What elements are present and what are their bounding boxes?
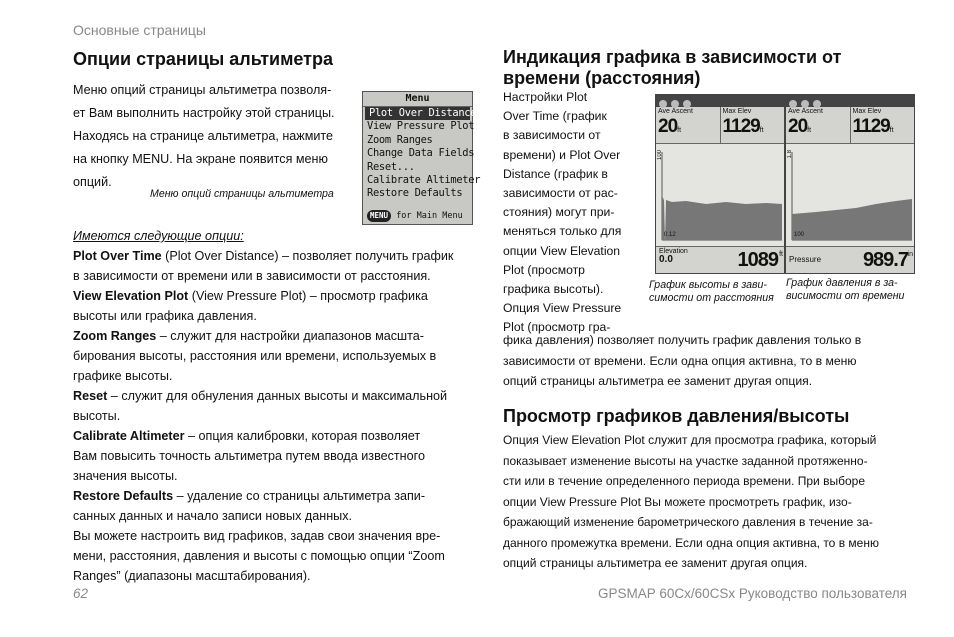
intro-line: опций. [73,175,112,189]
menu-footer-text: for Main Menu [396,211,463,221]
option-view-elevation-plot: View Elevation Plot (View Pressure Plot) – просмотр графика высоты или графика давления. [73,289,428,323]
pressure-section-title: Просмотр графиков давления/высоты [503,406,850,426]
option-zoom-ranges: Zoom Ranges – служит для настройки диапазонов масшта- бирования высоты, расстояния или времени, используемых в графике высоты. [73,329,437,383]
option-reset: Reset – служит для обнуления данных высоты и максимальной высоты. [73,389,448,423]
pressure-graph-screen [785,94,915,274]
option-calibrate-altimeter: Calibrate Altimeter – опция калибровки, которая позволяет Вам повысить точность альтиметра путем ввода известного значения высоты. [73,429,425,483]
menu-item-plot-over-distance: Plot Over Distance [365,107,470,120]
closing-text: Вы можете настроить вид графиков, задав свои значения вре- мени, расстояния, давления и высоты с помощью опции “Zoom Ranges” (диапазоны масштабирования). [73,529,445,583]
full-text: фика давления) позволяет получить график давления только в зависимости от времени. Если одна опция активна, то в меню опций страницы альтиметра ее заменит другая опция. [503,333,862,388]
x-scale-label: 0.12 [664,232,676,238]
caption-elevation-graph: График высоты в зави- симости от расстояния [649,279,774,304]
status-bar [786,95,914,107]
menu-screenshot [362,91,481,225]
wrap-text: Настройки Plot Over Time (график в зависимости от времени) и Plot Over Distance (график в зависимости от рас- стояния) могут при- меняться только для опции View Elevation Plot (просмотр графика высоты). Опция View Pressure Plot (просмотр гра- [503,90,622,335]
menu-item-restore-defaults: Restore Defaults [367,187,463,200]
pressure-readout: Pressure 989.7 in [789,249,913,271]
elevation-graph-screen [655,94,785,274]
intro-line: на кнопку MENU. На экране появится меню [73,152,328,166]
section-header: Основные страницы [73,22,206,38]
menu-title: Menu [363,92,472,107]
status-bar [656,95,784,107]
menu-item-change-data-fields: Change Data Fields [367,147,475,160]
menu-item-zoom-ranges: Zoom Ranges [367,133,433,146]
elevation-curve [662,194,782,242]
menu-item-calibrate-altimeter: Calibrate Altimeter [367,173,481,186]
option-plot-over-time: Plot Over Time (Plot Over Distance) – позволяет получить график в зависимости от времени или в зависимости от расстояния. [73,249,454,283]
intro-line: Находясь на странице альтиметра, нажмите [73,129,334,143]
menu-footer [367,210,469,222]
pressure-graph [786,144,914,247]
intro-line: ет Вам выполнить настройку этой страницы. [73,106,335,120]
menu-item-reset: Reset... [367,160,415,173]
menu-item-view-pressure-plot: View Pressure Plot [367,120,475,133]
field-max-elev: Max Elev 1129ft [852,108,894,137]
elevation-readout: Elevation 0.0 1089 ft [659,248,783,271]
right-title: Индикация графика в зависимости от времени (расстояния) [503,47,842,88]
field-ave-ascent: Ave Ascent 20ft [656,107,721,143]
options-heading: Имеются следующие опции: [73,229,244,243]
y-scale-label: 100 [657,150,663,161]
intro-line: Меню опций страницы альтиметра позволя- [73,83,332,97]
options-list [73,246,483,586]
intro-text [73,80,358,192]
page-number: 62 [73,586,89,601]
option-restore-defaults: Restore Defaults – удаление со страницы альтиметра запи- санных данных и начало записи новых данных. [73,489,426,523]
manual-title: GPSMAP 60Cx/60CSx Руководство пользователя [598,586,907,601]
x-scale-label: 100 [794,232,805,238]
caption-pressure-graph: График давления в за- висимости от времени [786,277,905,302]
y-scale-label: 1.8 [787,150,793,159]
field-ave-ascent: Ave Ascent 20ft [786,107,851,143]
elevation-graph [656,144,784,247]
menu-caption: Меню опций страницы альтиметра [150,188,334,200]
menu-button-icon: MENU [367,210,391,222]
left-title: Опции страницы альтиметра [73,49,333,69]
pressure-section-body: Опция View Elevation Plot служит для просмотра графика, который показывает изменение высоты на участке заданной протяженно- сти или в течение определенного периода времени. При выборе опции View Pressure Plot Вы можете просмотреть график, изо- бражающий изменение барометрического давления в течение за- данного промежутка времени. Если одна опция активна, то в меню опций страницы альтиметра ее заменит другая опция. [503,433,879,570]
pressure-curve [792,199,912,240]
field-max-elev: Max Elev 1129ft [722,108,764,137]
